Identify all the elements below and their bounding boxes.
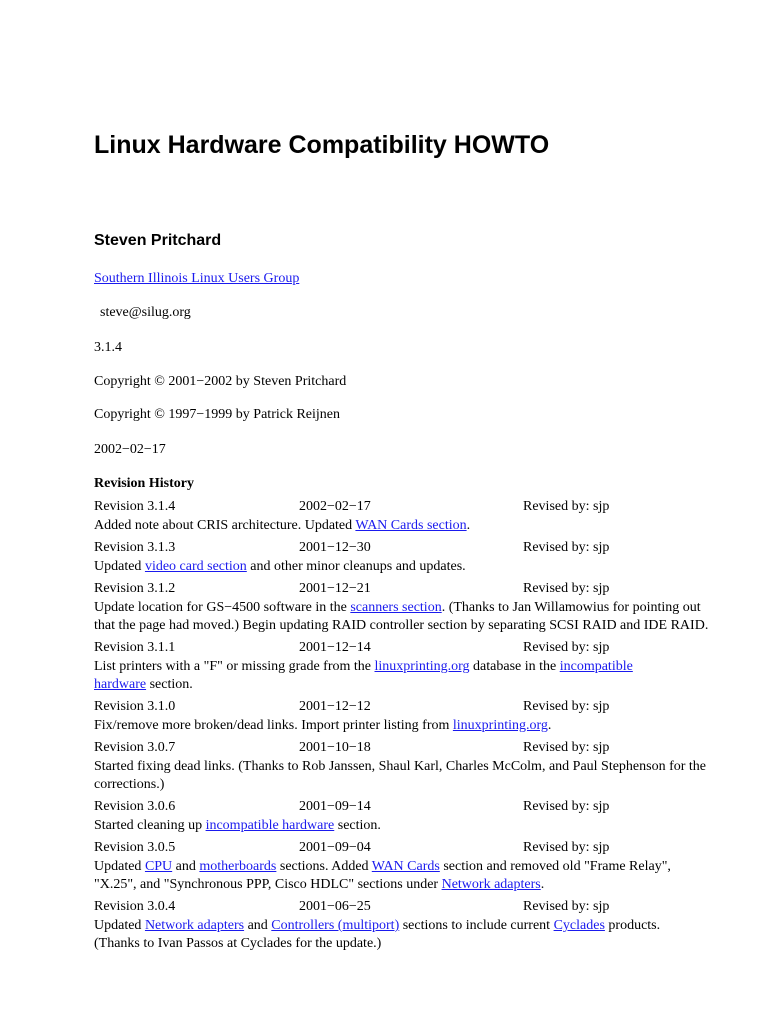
cyclades-link[interactable]: Cyclades <box>553 918 605 933</box>
publication-date: 2002−02−17 <box>94 442 166 457</box>
revision-date: 2001−10−18 <box>299 740 371 755</box>
revision-history-list <box>94 497 734 956</box>
revision-number: Revision 3.1.0 <box>94 699 176 714</box>
network-adapters-link[interactable]: Network adapters <box>144 918 245 933</box>
incompatible-hardware-link[interactable]: incompatible hardware <box>205 818 335 833</box>
document-title: Linux Hardware Compatibility HOWTO <box>94 131 550 159</box>
desc-text: sections to include current <box>399 918 554 933</box>
copyright-line-1: Copyright © 2001−2002 by Steven Pritchard <box>94 374 347 389</box>
desc-text: that the page had moved.) Begin updating RAID controller section by separating SCSI RAID and IDE RAID. <box>94 618 709 633</box>
linuxprinting-link[interactable]: linuxprinting.org <box>374 659 470 674</box>
revision-history-heading: Revision History <box>94 476 194 491</box>
revision-description <box>94 817 734 835</box>
revision-date: 2001−09−04 <box>299 840 371 855</box>
revision-description <box>94 917 734 953</box>
desc-text: database in the <box>469 659 560 674</box>
desc-text: Fix/remove more broken/dead links. Import printer listing from <box>94 718 453 733</box>
desc-text: Updated <box>94 918 145 933</box>
desc-text: (Thanks to Ivan Passos at Cyclades for the update.) <box>94 936 382 951</box>
desc-text: Started fixing dead links. (Thanks to Rob Janssen, Shaul Karl, Charles McColm, and Paul Stephenson for the <box>94 759 707 774</box>
linuxprinting-link[interactable]: linuxprinting.org <box>452 718 548 733</box>
desc-text: List printers with a "F" or missing grade from the <box>94 659 375 674</box>
desc-text: . <box>540 877 545 892</box>
revision-date: 2001−12−21 <box>299 581 371 596</box>
motherboards-link[interactable]: motherboards <box>199 859 277 874</box>
revision-number: Revision 3.1.2 <box>94 581 176 596</box>
desc-text: Added note about CRIS architecture. Updated <box>94 518 356 533</box>
desc-text: section. <box>334 818 381 833</box>
author-email: steve@silug.org <box>100 305 191 320</box>
revision-number: Revision 3.1.1 <box>94 640 176 655</box>
revision-description <box>94 717 734 735</box>
desc-text: section. <box>146 677 193 692</box>
desc-text: . <box>547 718 552 733</box>
wan-cards-section-link[interactable]: WAN Cards section <box>355 518 467 533</box>
revision-number: Revision 3.1.3 <box>94 540 176 555</box>
desc-text: . <box>466 518 471 533</box>
revision-row <box>94 538 734 558</box>
author-name: Steven Pritchard <box>94 232 222 249</box>
revision-description <box>94 858 734 894</box>
revision-author: Revised by: sjp <box>523 799 610 814</box>
revision-description <box>94 658 734 694</box>
revision-author: Revised by: sjp <box>523 840 610 855</box>
revision-author: Revised by: sjp <box>523 540 610 555</box>
revision-date: 2001−09−14 <box>299 799 371 814</box>
desc-text: and <box>172 859 200 874</box>
network-adapters-link[interactable]: Network adapters <box>441 877 541 892</box>
revision-date: 2001−12−30 <box>299 540 371 555</box>
desc-text: Started cleaning up <box>94 818 206 833</box>
revision-row <box>94 497 734 517</box>
desc-text: and <box>244 918 272 933</box>
controllers-multiport-link[interactable]: Controllers (multiport) <box>271 918 400 933</box>
affiliation-link[interactable]: Southern Illinois Linux Users Group <box>94 271 300 286</box>
revision-author: Revised by: sjp <box>523 640 610 655</box>
revision-author: Revised by: sjp <box>523 699 610 714</box>
desc-text: corrections.) <box>94 777 165 792</box>
wan-cards-link[interactable]: WAN Cards <box>371 859 440 874</box>
incompatible-hardware-link[interactable]: incompatible <box>559 659 633 674</box>
revision-author: Revised by: sjp <box>523 581 610 596</box>
desc-text: products. <box>604 918 661 933</box>
revision-row <box>94 897 734 917</box>
desc-text: Updated <box>94 559 145 574</box>
revision-date: 2001−12−14 <box>299 640 371 655</box>
desc-text: Updated <box>94 859 145 874</box>
revision-number: Revision 3.0.4 <box>94 899 176 914</box>
revision-number: Revision 3.1.4 <box>94 499 176 514</box>
incompatible-hardware-link[interactable]: hardware <box>94 677 147 692</box>
version-number: 3.1.4 <box>94 340 122 355</box>
revision-row <box>94 738 734 758</box>
revision-row <box>94 579 734 599</box>
revision-description <box>94 558 734 576</box>
scanners-section-link[interactable]: scanners section <box>350 600 442 615</box>
desc-text: . (Thanks to Jan Willamowius for pointing out <box>441 600 701 615</box>
revision-row <box>94 797 734 817</box>
revision-row <box>94 697 734 717</box>
revision-date: 2001−06−25 <box>299 899 371 914</box>
revision-number: Revision 3.0.5 <box>94 840 176 855</box>
revision-number: Revision 3.0.6 <box>94 799 176 814</box>
copyright-line-2: Copyright © 1997−1999 by Patrick Reijnen <box>94 407 341 422</box>
revision-author: Revised by: sjp <box>523 740 610 755</box>
revision-author: Revised by: sjp <box>523 499 610 514</box>
revision-number: Revision 3.0.7 <box>94 740 176 755</box>
video-card-section-link[interactable]: video card section <box>144 559 247 574</box>
affiliation-line <box>94 270 299 288</box>
revision-author: Revised by: sjp <box>523 899 610 914</box>
desc-text: section and removed old "Frame Relay", <box>439 859 671 874</box>
desc-text: sections. Added <box>276 859 372 874</box>
revision-description <box>94 599 734 635</box>
revision-date: 2001−12−12 <box>299 699 371 714</box>
cpu-link[interactable]: CPU <box>144 859 173 874</box>
revision-row <box>94 838 734 858</box>
revision-row <box>94 638 734 658</box>
revision-date: 2002−02−17 <box>299 499 371 514</box>
desc-text: Update location for GS−4500 software in the <box>94 600 351 615</box>
desc-text: and other minor cleanups and updates. <box>246 559 466 574</box>
desc-text: "X.25", and "Synchronous PPP, Cisco HDLC" sections under <box>94 877 442 892</box>
revision-description <box>94 758 734 794</box>
revision-description <box>94 517 734 535</box>
